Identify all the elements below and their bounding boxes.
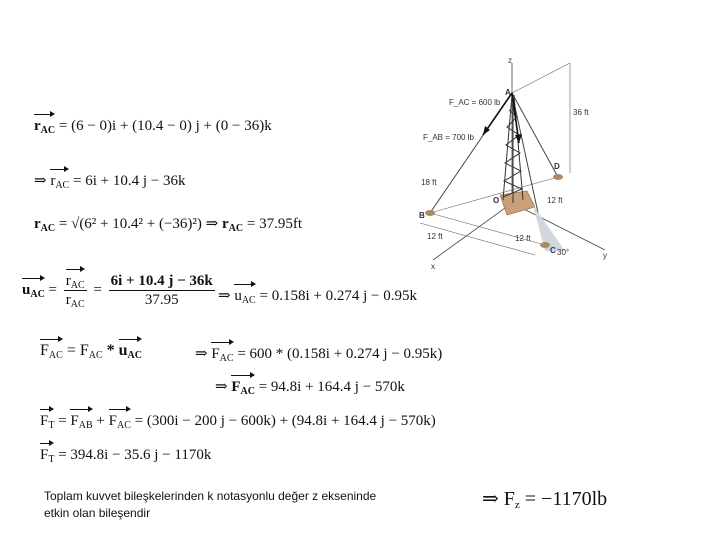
vector-u-ac: $u_{AC}$ (234, 288, 256, 306)
vector-f-t: $F_T$ (40, 447, 55, 465)
explanation-note (44, 488, 376, 522)
unit-vector-result: = 0.158i + 0.274 j − 0.95k (259, 288, 417, 304)
support-c (540, 242, 550, 248)
implies-arrow: ⇒ (205, 216, 219, 232)
vector-r-ac: $r_{AC}$ (34, 118, 56, 136)
equation-r-ac-magnitude (34, 215, 302, 233)
magnitude-r-ac: $r_{AC}$ (34, 216, 56, 234)
label-y: y (603, 251, 607, 260)
vector-f-ab: $F_{AB}$ (70, 413, 93, 431)
label-18ft: 18 ft (421, 178, 437, 187)
label-b: B (419, 211, 425, 220)
vector-u-ac: $u_{AC}$ (118, 342, 142, 361)
fraction-r-over-mag: $\frac{r_{AC}}{r_{AC}}$ (65, 273, 85, 310)
equation-unit-vector: $u_{AC}$ = $\frac{r_{AC}}{r_{AC}}$ = $\frac{6i + 10.4 j - 36k}{37.95}$ (22, 273, 213, 310)
implies-arrow: ⇒ (195, 346, 208, 362)
magnitude-result: = 37.95ft (246, 216, 302, 232)
implies-arrow: ⇒ (218, 288, 231, 304)
label-30deg: 30° (557, 248, 570, 257)
equation-force-definition: $F_{AC} = F_{AC} * u_{AC}$ (40, 342, 142, 361)
label-x: x (431, 262, 435, 271)
total-force-result-rhs: = 394.8i − 35.6 j − 1170k (58, 447, 212, 463)
equation-r-ac (34, 117, 272, 135)
equation-r-ac-rhs: = (6 − 0)i + (10.4 − 0) j + (0 − 36)k (58, 118, 272, 134)
equation-r-ac-simplified (34, 172, 185, 190)
x-axis-line (433, 203, 512, 260)
force-substitution-rhs: = 600 * (0.158i + 0.274 j − 0.95k) (237, 346, 443, 362)
implies-arrow: ⇒ (34, 173, 47, 189)
note-line-1: Toplam kuvvet bileşkelerinden k notasyonlu değer z ekseninde (44, 489, 377, 503)
vector-f-ac: $F_{AC}$ (108, 413, 131, 431)
equation-total-force-sum: $F_T = F_{AB} + F_{AC} = (300i - 200$ j − 600k) + (94.8i + 164.4 j − 570k) (40, 413, 436, 431)
vector-u-ac: $u_{AC}$ (22, 281, 45, 300)
force-magnitude-label: = F (66, 342, 89, 359)
dimension-line-bd (430, 177, 558, 213)
support-d (553, 174, 563, 180)
vector-f-ac: $F_{AC}$ (211, 346, 234, 364)
tower-base (500, 191, 535, 215)
total-force-sum-rhs: = (300i − 200 j − 600k) + (94.8i + 164.4 j − 570k) (134, 413, 436, 429)
implies-arrow: ⇒ (482, 488, 499, 510)
label-z: z (508, 56, 512, 65)
magnitude-r-ac: $r_{AC}$ (222, 216, 244, 234)
equation-r-ac-simplified-rhs: = 6i + 10.4 j − 36k (72, 173, 186, 189)
label-c: C (550, 246, 556, 255)
equation-force-result (215, 378, 405, 396)
vector-r-ac: $r_{AC}$ (50, 173, 70, 191)
label-f-ac: F_AC = 600 lb (449, 98, 501, 107)
implies-arrow: ⇒ (215, 379, 228, 395)
label-12ft-b: 12 ft (427, 232, 443, 241)
label-12ft-a: 12 ft (547, 196, 563, 205)
note-line-2: etkin olan bileşendir (44, 506, 151, 520)
vector-f-ac: $F_{AC}$ (40, 342, 63, 361)
support-b (425, 210, 435, 216)
label-a: A (505, 88, 511, 97)
fraction-denominator: 37.95 (144, 292, 179, 308)
fraction-numerator: 6i + 10.4 j − 36k (110, 273, 213, 289)
label-36ft: 36 ft (573, 108, 589, 117)
label-d: D (554, 162, 560, 171)
force-ac-arrowhead (515, 134, 522, 143)
label-o: O (493, 196, 500, 205)
vector-f-ac: $F_{AC}$ (231, 379, 255, 397)
magnitude-expression: = √(6² + 10.4² + (−36)²) (58, 216, 202, 232)
tower-figure (405, 55, 615, 275)
equation-total-force-result (40, 446, 211, 464)
force-result-rhs: = 94.8i + 164.4 j − 570k (258, 379, 405, 395)
dimension-line-top (512, 63, 570, 93)
vector-f-t: $F_T$ (40, 413, 55, 431)
label-12ft-c: 12 ft (515, 234, 531, 243)
multiply-star: * (102, 342, 119, 359)
equation-force-substitution (195, 345, 442, 363)
equation-unit-vector-result (218, 287, 417, 305)
fz-value: = −1170lb (524, 488, 608, 510)
fraction-unit-values (109, 272, 215, 309)
tower-lattice (503, 95, 523, 203)
fz-result: ⇒ $F_z = -1170lb$ (482, 488, 608, 511)
label-f-ab: F_AB = 700 lb (423, 133, 474, 142)
